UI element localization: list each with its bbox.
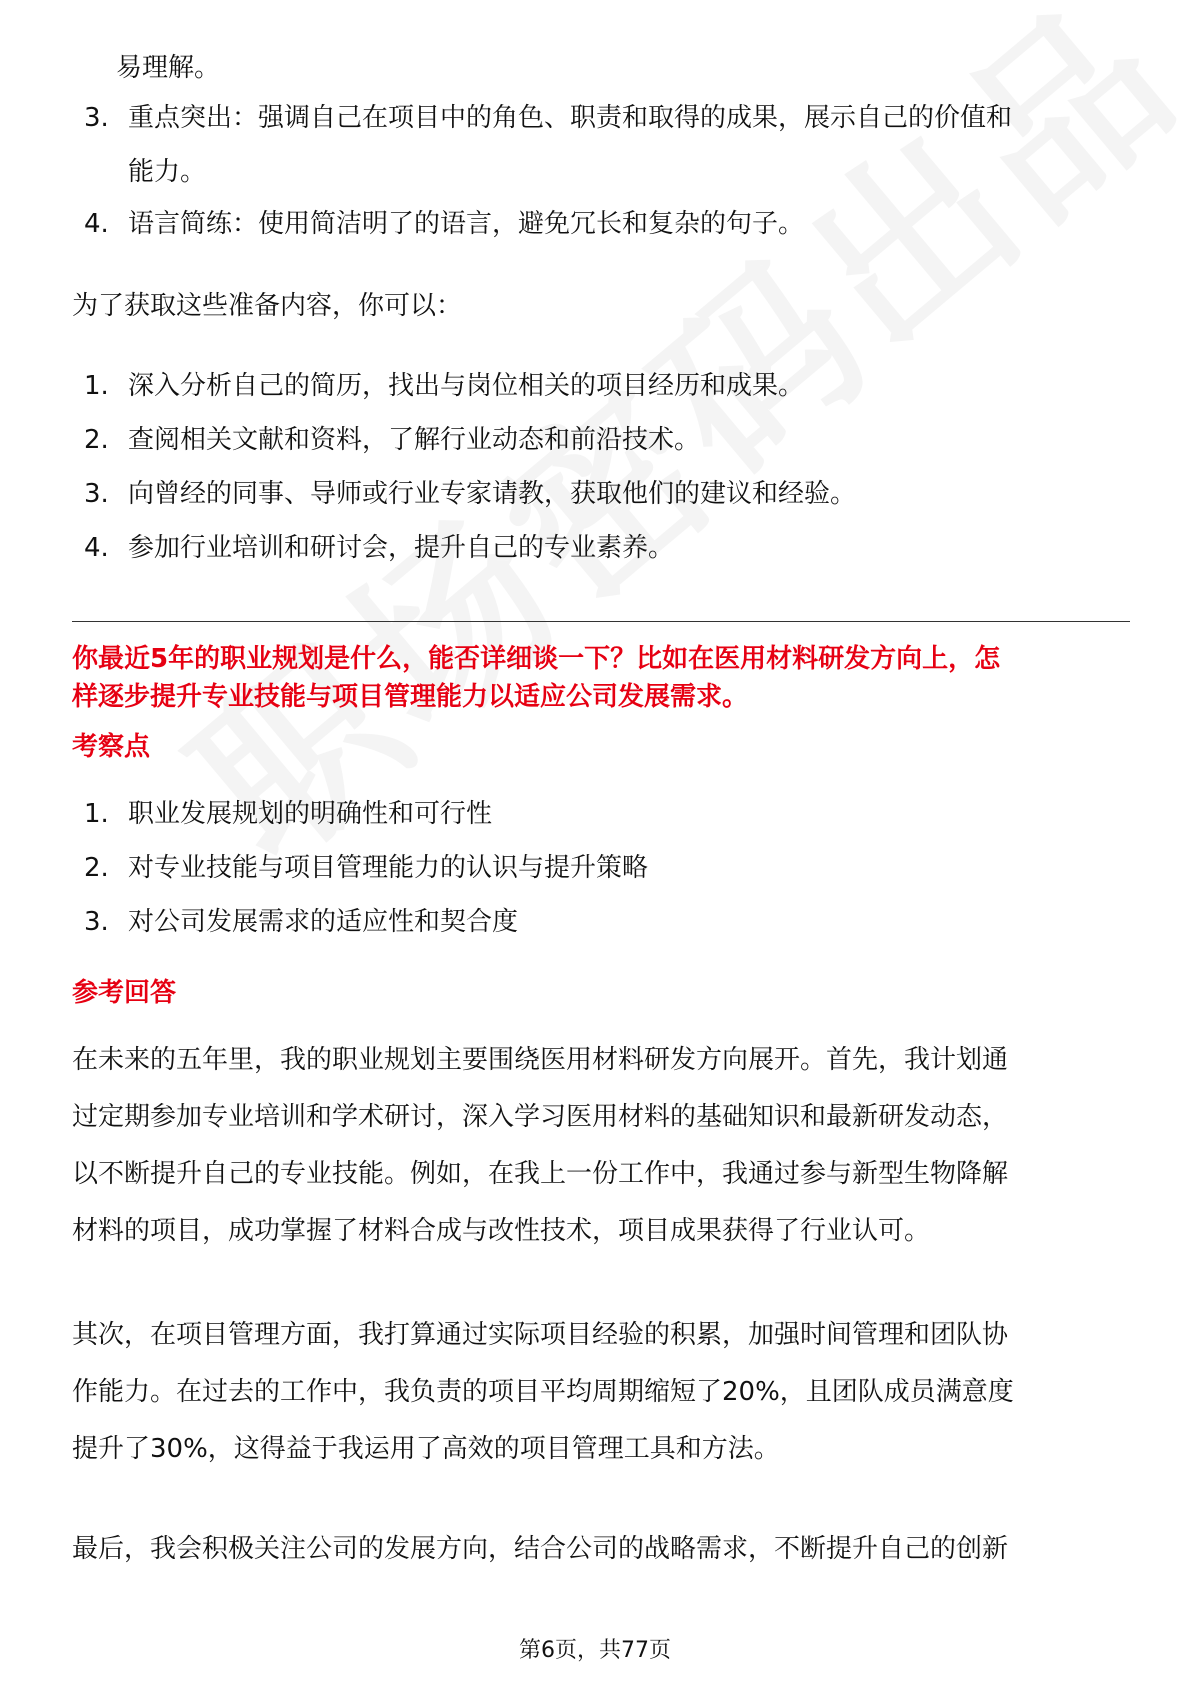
list-item xyxy=(84,424,701,456)
list-item-continuation: 易理解。 xyxy=(116,53,221,83)
list-item xyxy=(84,906,519,938)
question-heading: 你最近5年的职业规划是什么，能否详细谈一下？比如在医用材料研发方向上，怎 样逐步提升专业技能与项目管理能力以适应公司发展需求。 xyxy=(72,644,1001,712)
list-text: 对专业技能与项目管理能力的认识与提升策略 xyxy=(128,853,649,883)
list-text: 深入分析自己的简历，找出与岗位相关的项目经历和成果。 xyxy=(128,371,805,401)
list-number: 2. xyxy=(84,853,109,883)
list-text: 参加行业培训和研讨会，提升自己的专业素养。 xyxy=(128,533,675,563)
list-text: 重点突出：强调自己在项目中的角色、职责和取得的成果，展示自己的价值和 能力。 xyxy=(128,103,1013,187)
answer-paragraph: 其次，在项目管理方面，我打算通过实际项目经验的积累，加强时间管理和团队协 作能力。在过去的工作中，我负责的项目平均周期缩短了20%，且团队成员满意度 提升了30%，这得益于我运用了高效的项目管理工具和方法。 xyxy=(72,1320,1014,1464)
list-number: 4. xyxy=(84,533,109,563)
list-item xyxy=(84,370,805,402)
list-number: 4. xyxy=(84,209,109,239)
list-item xyxy=(84,532,675,564)
list-item xyxy=(84,102,1013,187)
list-text: 职业发展规划的明确性和可行性 xyxy=(128,799,493,829)
list-text: 对公司发展需求的适应性和契合度 xyxy=(128,907,519,937)
reference-answer-heading: 参考回答 xyxy=(72,978,177,1008)
list-item xyxy=(84,852,649,884)
exam-points-heading: 考察点 xyxy=(72,732,151,762)
list-item xyxy=(84,478,857,510)
page-number-footer: 第6页，共77页 xyxy=(519,1638,671,1663)
list-number: 3. xyxy=(84,907,109,937)
list-number: 2. xyxy=(84,425,109,455)
prep-intro: 为了获取这些准备内容，你可以： xyxy=(72,291,463,321)
list-text: 语言简练：使用简洁明了的语言，避免冗长和复杂的句子。 xyxy=(128,209,805,239)
list-item xyxy=(84,208,805,240)
list-text: 向曾经的同事、导师或行业专家请教，获取他们的建议和经验。 xyxy=(128,479,857,509)
list-item xyxy=(84,798,493,830)
list-text: 查阅相关文献和资料，了解行业动态和前沿技术。 xyxy=(128,425,701,455)
section-divider xyxy=(72,621,1130,622)
list-number: 1. xyxy=(84,799,109,829)
list-number: 3. xyxy=(84,479,109,509)
list-number: 3. xyxy=(84,103,109,133)
answer-paragraph: 在未来的五年里，我的职业规划主要围绕医用材料研发方向展开。首先，我计划通 过定期参加专业培训和学术研讨，深入学习医用材料的基础知识和最新研发动态， 以不断提升自己的专业技能。例如，在我上一份工作中，我通过参与新型生物降解 材料的项目，成功掌握了材料合成与改性技术，项目成果获得了行业认可。 xyxy=(72,1045,1009,1246)
answer-paragraph: 最后，我会积极关注公司的发展方向，结合公司的战略需求，不断提升自己的创新 xyxy=(72,1534,1009,1564)
list-number: 1. xyxy=(84,371,109,401)
